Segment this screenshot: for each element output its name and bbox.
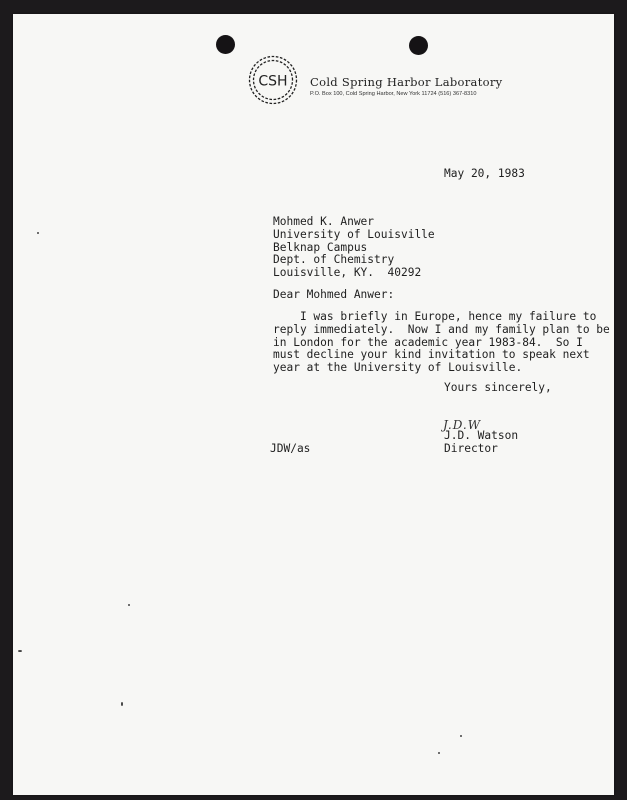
body-line: year at the University of Louisville. [273,361,523,375]
body-line: must decline your kind invitation to speak next [273,348,590,362]
paper-speck [128,604,130,606]
closing: Yours sincerely, [444,381,552,394]
salutation: Dear Mohmed Anwer: [273,288,395,301]
paper-speck [460,735,462,737]
logo-text: CSH [258,73,288,90]
recipient-line: Louisville, KY. 40292 [273,266,422,280]
body-line: in London for the academic year 1983-84. So I [273,335,583,349]
reference-initials: JDW/as [270,442,311,455]
paper-speck [438,752,440,754]
csh-logo-icon [245,52,301,108]
recipient-line: Belknap Campus [273,240,368,254]
recipient-line: University of Louisville [273,227,435,241]
paper-speck [18,650,22,652]
punch-hole-right [409,36,428,55]
body-line: reply immediately. Now I and my family plan to be [273,322,610,336]
recipient-line: Mohmed K. Anwer [273,215,375,228]
letter-page [13,14,614,795]
body-line: I was briefly in Europe, hence my failure to [273,310,597,323]
signer-name: J.D. Watson [444,429,519,442]
organization-address: P.O. Box 100, Cold Spring Harbor, New York 11724 (516) 367-8310 [310,91,477,97]
paper-speck [37,232,39,234]
letter-date: May 20, 1983 [444,167,525,180]
recipient-line: Dept. of Chemistry [273,253,395,267]
punch-hole-left [216,35,235,54]
recipient-address [273,216,435,280]
handwritten-signature: J.D.W [443,418,482,432]
paper-speck [121,702,123,706]
organization-name: Cold Spring Harbor Laboratory [310,75,503,89]
letter-body [273,311,610,375]
signer-title: Director [444,442,498,455]
